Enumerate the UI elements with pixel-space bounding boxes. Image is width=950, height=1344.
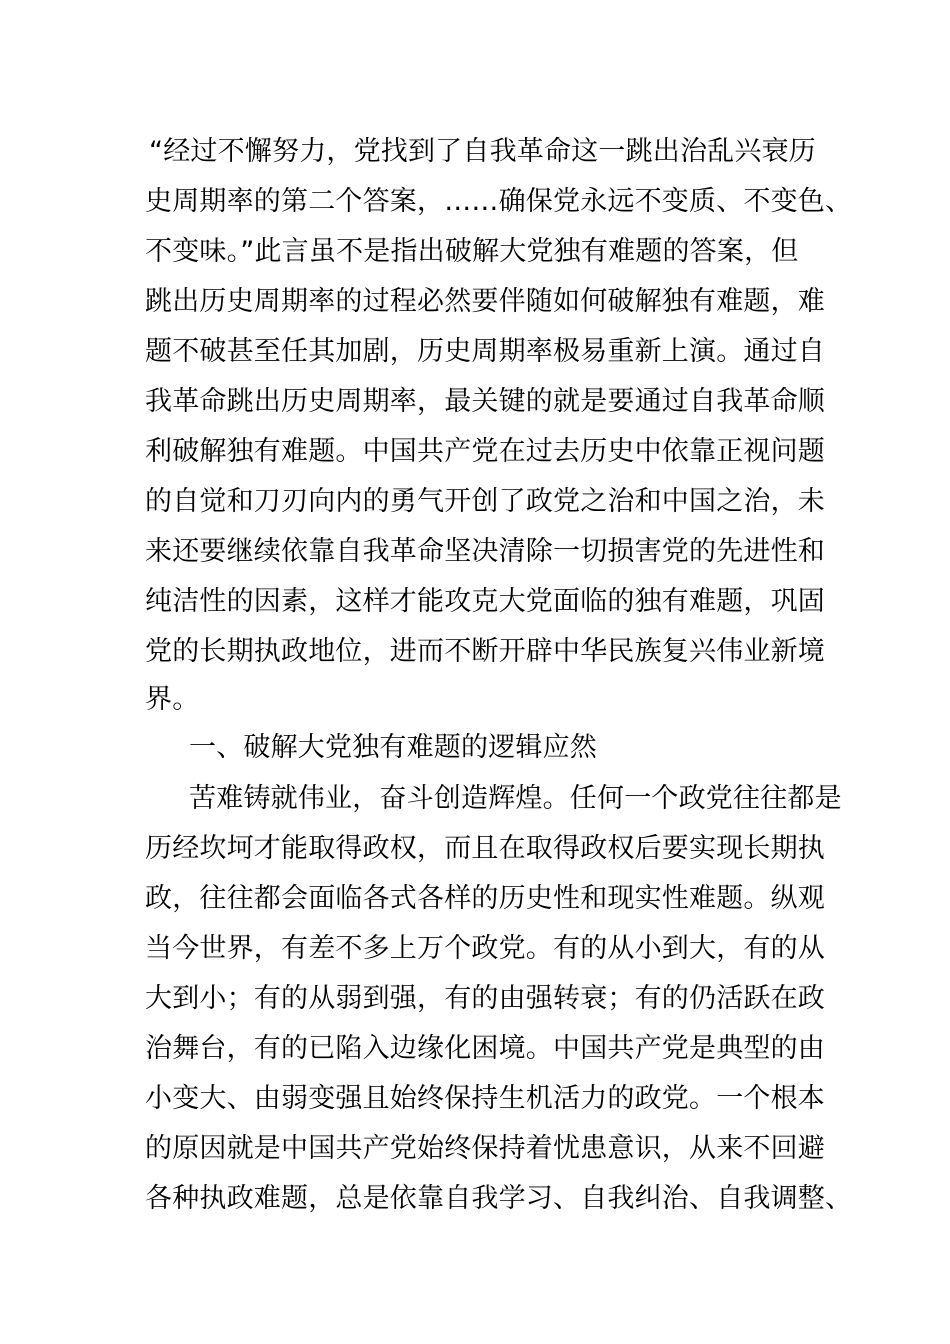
paragraph-1-line-9: 来还要继续依靠自我革命坚决清除一切损害党的先进性和	[145, 536, 825, 567]
paragraph-2-line-8: 的原因就是中国共产党始终保持着忧患意识，从来不回避	[145, 1133, 825, 1164]
paragraph-2-line-3: 政，往往都会面临各式各样的历史性和现实性难题。纵观	[145, 883, 825, 914]
section-heading: 一、破解大党独有难题的逻辑应然	[189, 732, 597, 763]
paragraph-2-line-1: 苦难铸就伟业，奋斗创造辉煌。任何一个政党往往都是	[189, 783, 842, 814]
paragraph-1-line-11: 党的长期执政地位，进而不断开辟中华民族复兴伟业新境	[145, 636, 825, 667]
paragraph-1-line-8: 的自觉和刀刃向内的勇气开创了政党之治和中国之治，未	[145, 486, 825, 517]
paragraph-2-line-5: 大到小；有的从弱到强，有的由强转衰；有的仍活跃在政	[145, 983, 825, 1014]
paragraph-1-line-3: 不变味。”此言虽不是指出破解大党独有难题的答案，但	[145, 236, 799, 267]
paragraph-1-line-6: 我革命跳出历史周期率，最关键的就是要通过自我革命顺	[145, 386, 825, 417]
paragraph-2-line-7: 小变大、由弱变强且始终保持生机活力的政党。一个根本	[145, 1083, 825, 1114]
paragraph-2-line-9: 各种执政难题，总是依靠自我学习、自我纠治、自我调整、	[145, 1183, 853, 1214]
paragraph-2-line-2: 历经坎坷才能取得政权，而且在取得政权后要实现长期执	[145, 833, 825, 864]
paragraph-1-line-1: “经过不懈努力，党找到了自我革命这一跳出治乱兴衰历	[149, 136, 816, 167]
paragraph-2-line-6: 治舞台，有的已陷入边缘化困境。中国共产党是典型的由	[145, 1033, 825, 1064]
paragraph-1-line-12: 界。	[145, 684, 200, 715]
paragraph-1-line-5: 题不破甚至任其加剧，历史周期率极易重新上演。通过自	[145, 336, 825, 367]
paragraph-2-line-4: 当今世界，有差不多上万个政党。有的从小到大，有的从	[145, 933, 825, 964]
paragraph-1-line-7: 利破解独有难题。中国共产党在过去历史中依靠正视问题	[145, 436, 825, 467]
paragraph-1-line-10: 纯洁性的因素，这样才能攻克大党面临的独有难题，巩固	[145, 586, 825, 617]
paragraph-1-line-4: 跳出历史周期率的过程必然要伴随如何破解独有难题，难	[145, 286, 825, 317]
paragraph-1-line-2: 史周期率的第二个答案，……确保党永远不变质、不变色、	[145, 186, 853, 217]
